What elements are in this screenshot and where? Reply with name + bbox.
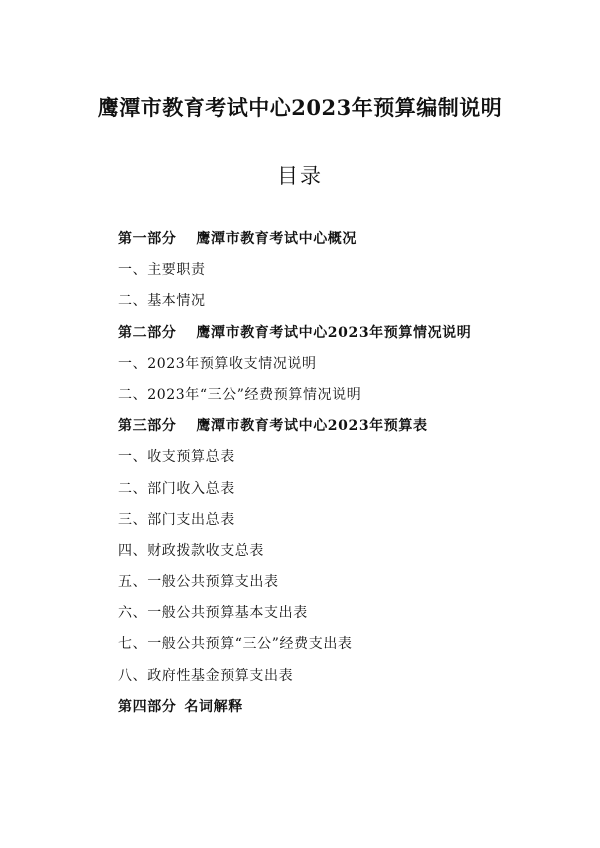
toc-part-1-title: 鹰潭市教育考试中心概况 bbox=[196, 231, 358, 247]
toc-part-2 bbox=[118, 322, 578, 353]
toc-item: 八、政府性基金预算支出表 bbox=[118, 667, 294, 684]
toc-part-4-label: 第四部分 bbox=[118, 698, 177, 715]
document-title: 鹰潭市教育考试中心2023年预算编制说明 bbox=[97, 95, 503, 120]
toc-item: 六、一般公共预算基本支出表 bbox=[118, 605, 308, 622]
toc-item: 七、一般公共预算“三公”经费支出表 bbox=[118, 636, 353, 653]
toc-item: 二、部门收入总表 bbox=[118, 480, 235, 497]
toc-item: 四、财政拨款收支总表 bbox=[118, 542, 264, 559]
toc-part-3 bbox=[118, 415, 578, 446]
toc-part-3-title: 鹰潭市教育考试中心2023年预算表 bbox=[196, 418, 428, 435]
toc-part-2-label: 第二部分 bbox=[118, 324, 177, 341]
toc-heading: 目录 bbox=[277, 164, 323, 188]
toc-part-4-title: 名词解释 bbox=[184, 698, 243, 715]
toc-item: 三、部门支出总表 bbox=[118, 511, 235, 528]
toc-item: 一、收支预算总表 bbox=[118, 449, 235, 466]
toc-item: 一、主要职责 bbox=[118, 262, 206, 279]
toc-part-2-title: 鹰潭市教育考试中心2023年预算情况说明 bbox=[196, 324, 472, 341]
toc-item: 二、2023年“三公”经费预算情况说明 bbox=[118, 386, 362, 403]
toc-part-1 bbox=[118, 228, 578, 259]
table-of-contents bbox=[118, 228, 578, 727]
toc-part-1-label: 第一部分 bbox=[118, 231, 177, 247]
toc-part-3-label: 第三部分 bbox=[118, 418, 177, 435]
toc-item: 二、基本情况 bbox=[118, 293, 206, 310]
toc-item: 五、一般公共预算支出表 bbox=[118, 574, 279, 591]
toc-item: 一、2023年预算收支情况说明 bbox=[118, 355, 317, 372]
toc-part-4 bbox=[118, 696, 578, 727]
